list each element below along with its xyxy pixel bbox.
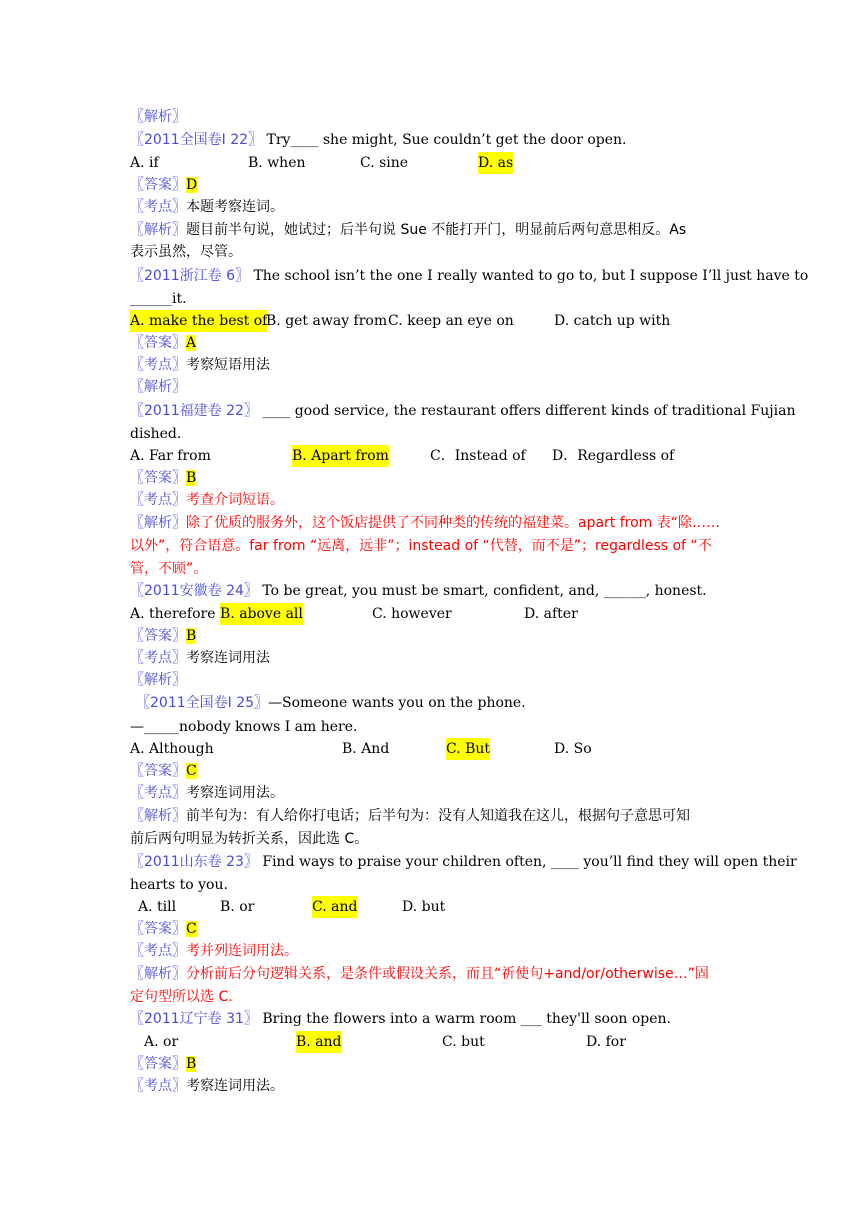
question-2-options [130,310,732,332]
option-d: D. So [554,741,592,757]
question-1-text: Try____ she might, Sue couldn’t get the door open. [262,132,627,148]
point-label: 〖考点〗 [130,357,186,373]
question-4-answer [130,625,732,647]
answer-value: C [186,921,197,937]
option-c: C．Instead of [430,448,526,464]
question-1-analysis-line-2 [130,241,732,263]
analysis-label: 〖解析〗 [130,109,186,125]
analysis-label: 〖解析〗 [130,379,186,395]
question-6-options [130,896,732,918]
point-text: 考察连词用法。 [186,1078,284,1094]
question-7-answer [130,1053,732,1075]
analysis-text: 除了优质的服务外，这个饭店提供了不同种类的传统的福建菜。apart from 表“除…… [186,515,721,531]
question-3-analysis-line-2 [130,535,732,557]
question-3-analysis-line-3 [130,558,732,580]
question-4-options [130,603,732,625]
analysis-label: 〖解析〗 [130,515,186,531]
point-label: 〖考点〗 [130,785,186,801]
question-5-stem-line-1 [130,692,732,714]
analysis-text: 以外”，符合语意。far from “远离，远非”；instead of “代替，而不是”；regardless of “不 [130,538,712,554]
point-text: 考并列连词用法。 [186,943,298,959]
question-7-text: Bring the flowers into a warm room ___ they'll soon open. [257,1011,671,1027]
option-a: A. or [144,1034,179,1050]
analysis-text: 管，不顾”。 [130,561,208,577]
answer-value: B [186,1056,197,1072]
question-6-analysis-line-2 [130,986,732,1008]
question-2-answer [130,332,732,354]
question-6-stem-line-2 [130,874,732,896]
question-6-analysis-line-1 [130,963,732,985]
point-label: 〖考点〗 [130,650,186,666]
question-3-stem-line-1 [130,400,796,422]
answer-value: A [186,335,197,351]
answer-label: 〖答案〗 [130,628,186,644]
question-5-text: —_____nobody knows I am here. [130,719,358,735]
question-7-source: 〖2011辽宁卷 31〗 [130,1011,258,1027]
question-6-text: Find ways to praise your children often, ____ you’ll find they will open their [257,854,797,870]
option-b: B. when [248,155,306,171]
analysis-text: 前半句为：有人给你打电话；后半句为：没有人知道我在这儿，根据句子意思可知 [186,808,690,824]
question-3-source: 〖2011福建卷 22〗 [130,403,258,419]
question-1-point [130,196,732,218]
option-d-correct: D. as [478,152,513,174]
question-6-stem-line-1 [130,851,797,873]
question-7-point [130,1075,732,1097]
question-5-options [130,738,732,760]
point-label: 〖考点〗 [130,199,186,215]
question-6-text: hearts to you. [130,877,228,893]
question-2-source: 〖2011浙江卷 6〗 [130,268,249,284]
question-3-answer [130,467,732,489]
question-7-stem [130,1008,732,1030]
answer-label: 〖答案〗 [130,470,186,486]
question-3-text: dished. [130,426,182,442]
question-3-options [130,445,732,467]
option-a: A. Although [130,741,214,757]
question-5-source: 〖2011全国卷I 25〗 [136,695,269,711]
question-2-text: ______it. [130,291,187,307]
point-label: 〖考点〗 [130,943,186,959]
point-text: 考察连词用法。 [186,785,284,801]
question-5-answer [130,760,732,782]
option-b-correct: B. Apart from [292,445,389,467]
question-3-point [130,489,732,511]
option-c: C. keep an eye on [388,313,514,329]
answer-value: B [186,470,197,486]
question-4-analysis [130,669,732,691]
answer-value: C [186,763,197,779]
answer-label: 〖答案〗 [130,335,186,351]
option-c: C. however [372,606,452,622]
option-b-correct: B. and [296,1031,342,1053]
question-5-stem-line-2 [130,716,732,738]
analysis-label: 〖解析〗 [130,808,186,824]
option-a: A. therefore [130,606,216,622]
answer-label: 〖答案〗 [130,763,186,779]
question-4-text: To be great, you must be smart, confident, and, ______, honest. [257,583,707,599]
question-4-point [130,647,732,669]
question-1-options [130,152,732,174]
question-2-text: The school isn’t the one I really wanted to go to, but I suppose I’ll just have to [249,268,809,284]
question-1-source: 〖2011全国卷I 22〗 [130,132,263,148]
option-b: B. or [220,899,255,915]
analysis-text: 前后两句明显为转折关系，因此选 C。 [130,831,369,847]
analysis-line [130,106,732,128]
option-b: B. And [342,741,390,757]
point-text: 本题考察连词。 [186,199,284,215]
option-a-correct: A. make the best of [130,310,267,332]
option-c: C. but [442,1034,485,1050]
question-6-answer [130,918,732,940]
option-a: A. till [138,899,177,915]
analysis-label: 〖解析〗 [130,672,186,688]
point-text: 考查介词短语。 [186,492,284,508]
question-2-stem-line-2 [130,288,732,310]
question-3-text: ____ good service, the restaurant offers different kinds of traditional Fujian [257,403,796,419]
option-c-correct: C. and [312,896,357,918]
point-label: 〖考点〗 [130,1078,186,1094]
question-2-stem-line-1 [130,265,809,287]
option-d: D. for [586,1034,626,1050]
option-c: C. sine [360,155,409,171]
answer-label: 〖答案〗 [130,1056,186,1072]
question-1-answer [130,174,732,196]
option-b-correct: B. above all [220,603,303,625]
point-text: 考察短语用法 [186,357,270,373]
question-7-options [130,1031,732,1053]
question-3-analysis-line-1 [130,512,732,534]
option-c-correct: C. But [446,738,490,760]
option-a: A. Far from [130,448,211,464]
question-6-source: 〖2011山东卷 23〗 [130,854,258,870]
question-5-analysis-line-1 [130,805,732,827]
question-4-stem [130,580,732,602]
answer-label: 〖答案〗 [130,921,186,937]
point-text: 考察连词用法 [186,650,270,666]
answer-value: D [186,177,198,193]
analysis-text: 定句型所以选 C. [130,989,233,1005]
question-5-analysis-line-2 [130,828,732,850]
question-1-stem [130,129,732,151]
analysis-label: 〖解析〗 [130,222,186,238]
analysis-label: 〖解析〗 [130,966,186,982]
option-b: B. get away from [266,313,388,329]
question-4-source: 〖2011安徽卷 24〗 [130,583,258,599]
question-3-stem-line-2 [130,423,732,445]
option-d: D. catch up with [554,313,671,329]
answer-label: 〖答案〗 [130,177,186,193]
analysis-text: 题目前半句说，她试过；后半句说 Sue 不能打开门，明显前后两句意思相反。As [186,222,687,238]
point-label: 〖考点〗 [130,492,186,508]
question-1-analysis-line-1 [130,219,732,241]
analysis-text: 表示虽然，尽管。 [130,244,242,260]
question-2-point [130,354,732,376]
question-5-point [130,782,732,804]
answer-value: B [186,628,197,644]
question-6-point [130,940,732,962]
question-5-text: —Someone wants you on the phone. [268,695,526,711]
option-a: A. if [130,155,159,171]
option-d: D．Regardless of [552,448,675,464]
option-d: D. after [524,606,578,622]
option-d: D. but [402,899,446,915]
analysis-text: 分析前后分句逻辑关系，是条件或假设关系，而且“祈使句+and/or/otherwise…”固 [186,966,709,982]
question-2-analysis [130,376,732,398]
